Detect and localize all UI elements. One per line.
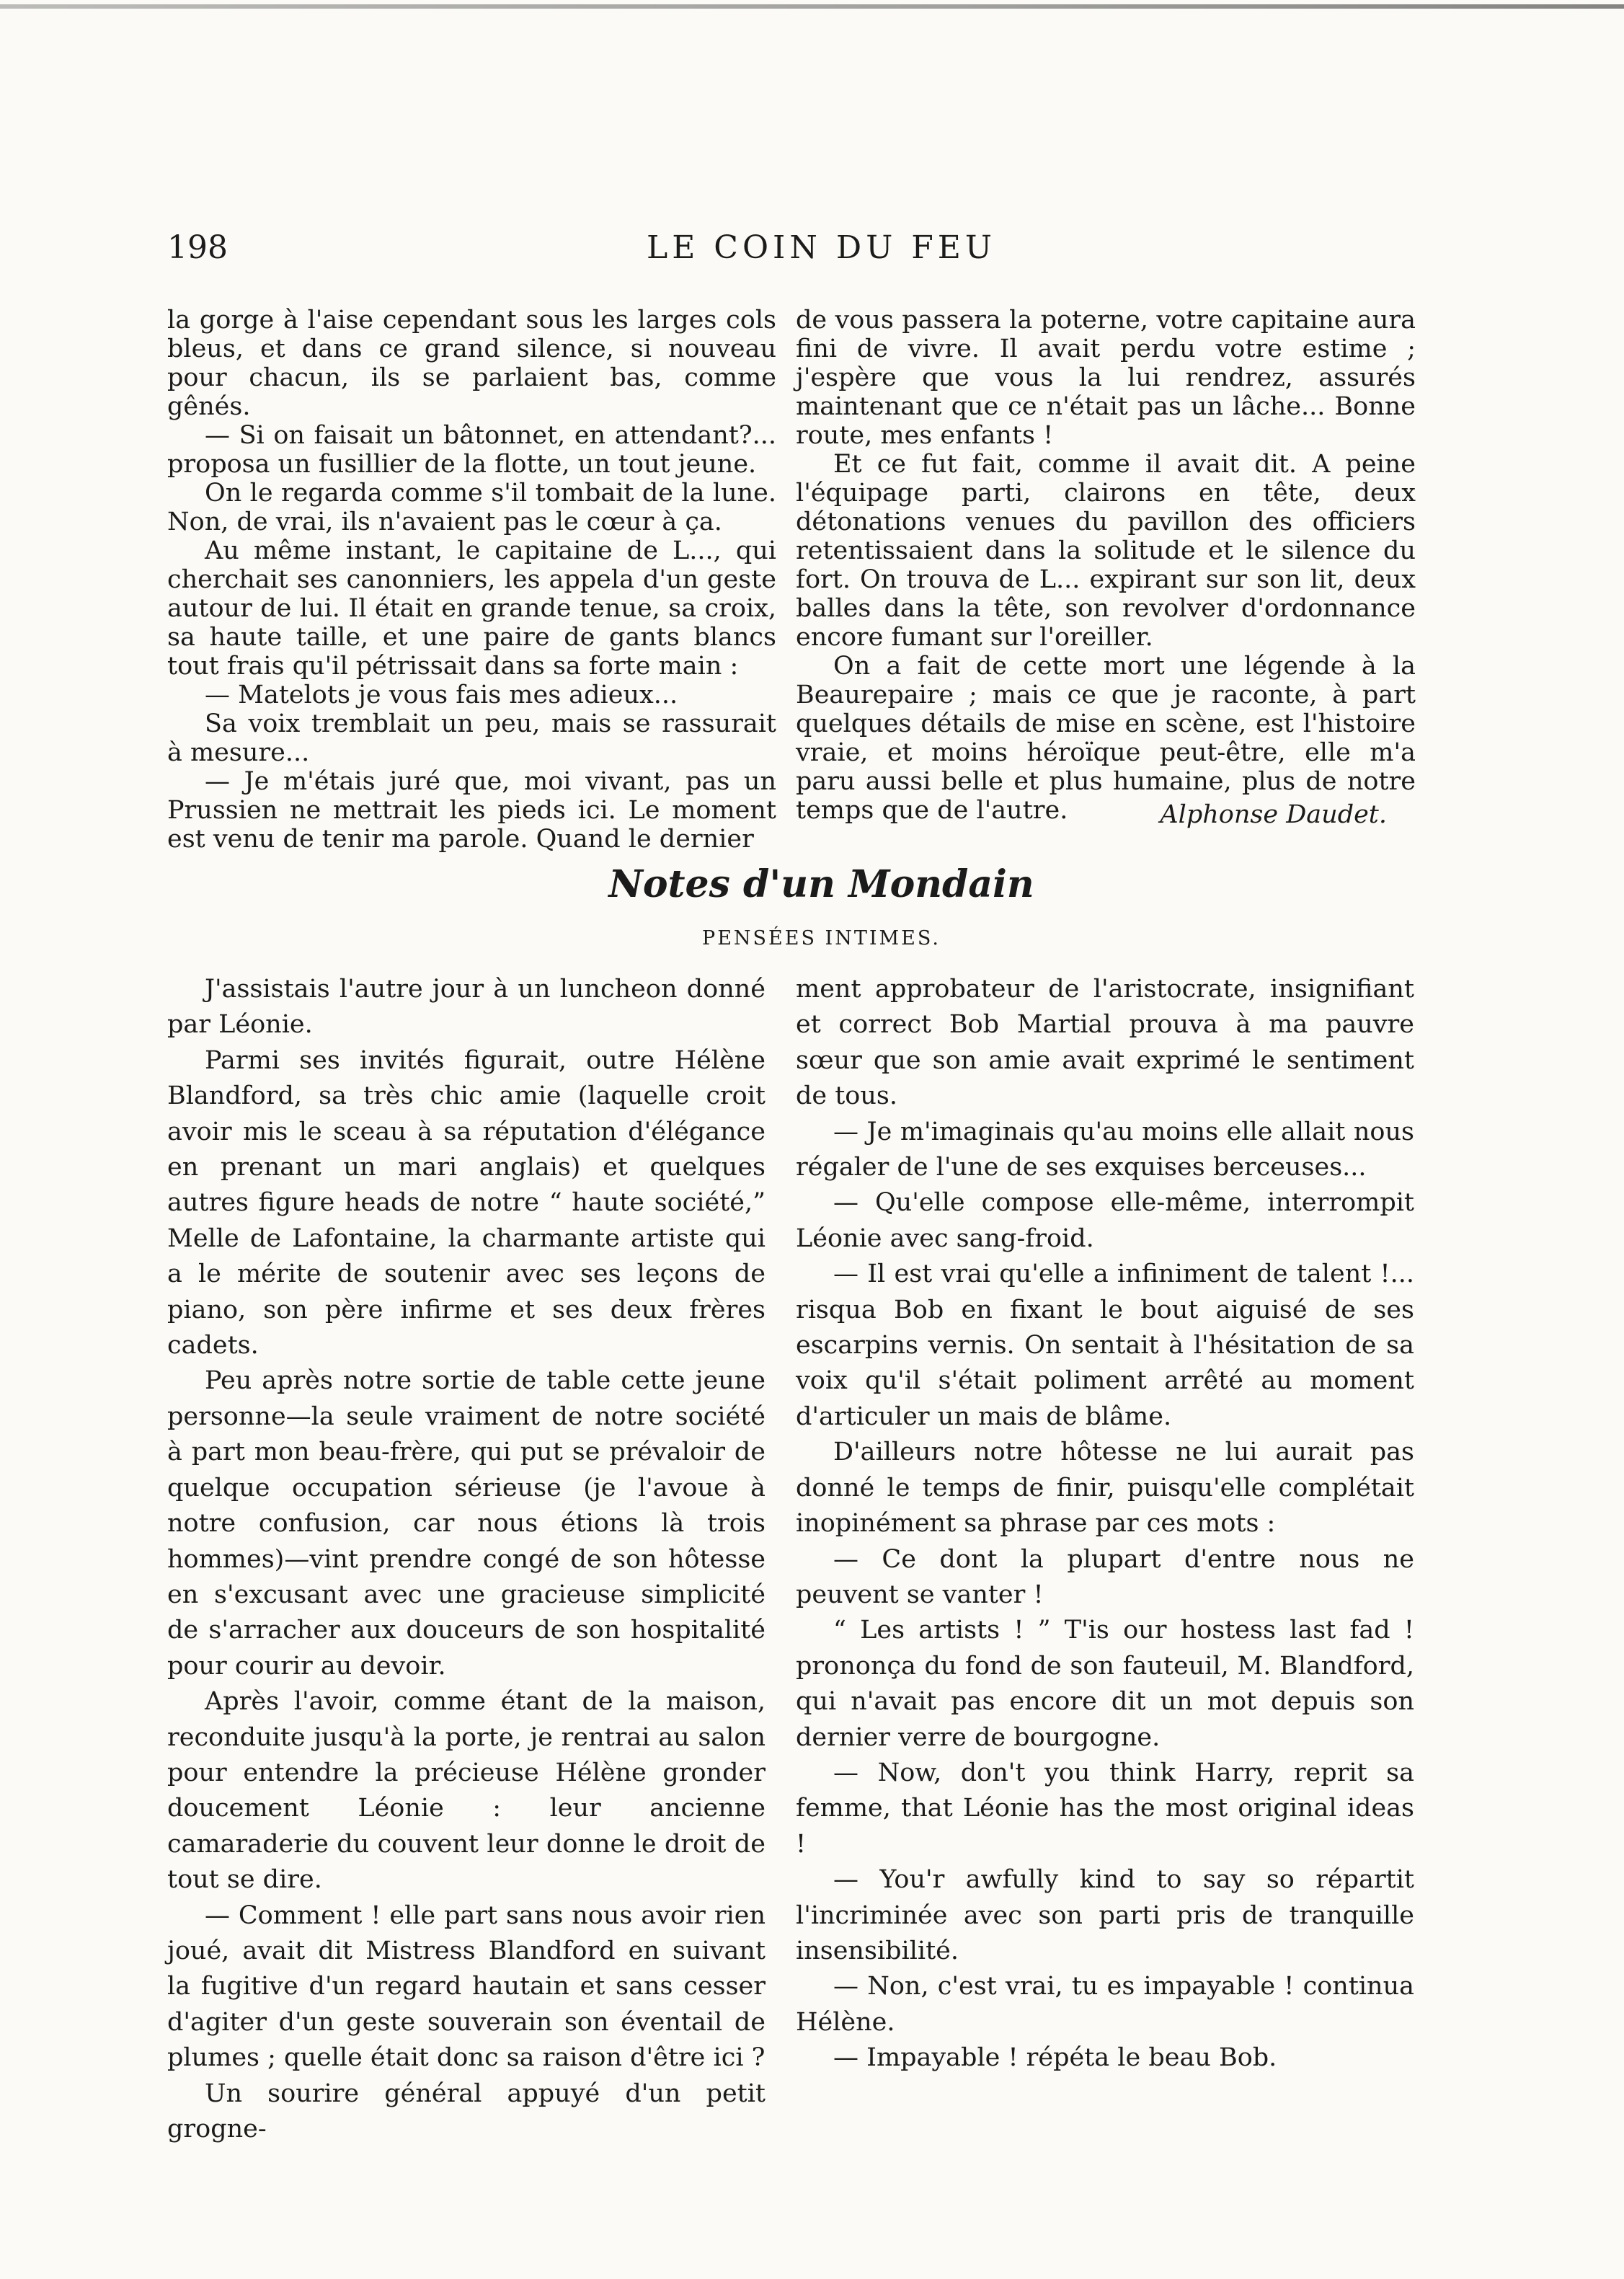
page-header [167, 229, 1476, 280]
section-title: Notes d'un Mondain [608, 862, 1034, 906]
notes-left-column [167, 972, 766, 2147]
paragraph: — Non, c'est vrai, tu es impayable ! continua Hélène. [796, 1972, 1414, 2037]
notes-right-column [796, 972, 1414, 2076]
paragraph: Un sourire général appuyé d'un petit grogne- [167, 2079, 766, 2143]
paragraph: “ Les artists ! ” T'is our hostess last fad ! prononça du fond de son fauteuil, M. Blandford, qui n'avait pas encore dit un mot depuis son dernier verre de bourgogne. [796, 1616, 1414, 1752]
paragraph: ment approbateur de l'aristocrate, insignifiant et correct Bob Martial prouva à ma pauvre sœur que son amie avait exprimé le sentiment de tous. [796, 975, 1414, 1111]
paragraph: — You'r awfully kind to say so répartit l'incriminée avec son parti pris de tranquille insensibilité. [796, 1865, 1414, 1965]
paragraph: — Il est vrai qu'elle a infiniment de talent !... risqua Bob en fixant le bout aiguisé de ses escarpins vernis. On sentait à l'hésitation de sa voix qu'il s'était poliment arrêté au moment d'articuler un mais de blâme. [796, 1260, 1414, 1431]
paragraph: D'ailleurs notre hôtesse ne lui aurait pas donné le temps de finir, puisqu'elle complétait inopinément sa phrase par ces mots : [796, 1438, 1414, 1539]
running-title: LE COIN DU FEU [646, 229, 996, 266]
section-subtitle: PENSÉES INTIMES. [702, 927, 941, 950]
paragraph: Après l'avoir, comme étant de la maison, reconduite jusqu'à la porte, je rentrai au salon pour entendre la précieuse Hélène gronder doucement Léonie : leur ancienne camaraderie du couvent leur donne le droit de tout se dire. [167, 1687, 766, 1895]
paragraph: — Now, don't you think Harry, reprit sa femme, that Léonie has the most original ideas ! [796, 1758, 1414, 1859]
story-right-column [796, 306, 1416, 825]
paragraph: de vous passera la poterne, votre capitaine aura fini de vivre. Il avait perdu votre estime ; j'espère que vous la lui rendrez, assurés maintenant que ce n'était pas un lâche... Bonne route, mes enfants ! [796, 306, 1416, 450]
paragraph: Parmi ses invités figurait, outre Hélène Blandford, sa très chic amie (laquelle croit avoir mis le sceau à sa réputation d'élégance en prenant un mari anglais) et quelques autres figure heads de notre “ haute société,” Melle de Lafontaine, la charmante artiste qui a le mérite de soutenir avec ses leçons de piano, son père infirme et ses deux frères cadets. [167, 1045, 766, 1360]
paragraph: Et ce fut fait, comme il avait dit. A peine l'équipage parti, clairons en tête, deux détonations venues du pavillon des officiers retentissaient dans la solitude et le silence du fort. On trouva de L... expirant sur son lit, deux balles dans la tête, son revolver d'ordonnance encore fumant sur l'oreiller. [796, 450, 1416, 652]
paragraph: Sa voix tremblait un peu, mais se rassurait à mesure... [167, 709, 776, 767]
paragraph: Au même instant, le capitaine de L..., qui cherchait ses canonniers, les appela d'un geste autour de lui. Il était en grande tenue, sa croix, sa haute taille, et une paire de gants blancs tout frais qu'il pétrissait dans sa forte main : [167, 536, 776, 681]
paragraph: Peu après notre sortie de table cette jeune personne—la seule vraiment de notre société à part mon beau-frère, qui put se prévaloir de quelque occupation sérieuse (je l'avoue à notre confusion, car nous étions là trois hommes)—vint prendre congé de son hôtesse en s'excusant avec une gracieuse simplicité de s'arracher aux douceurs de son hospitalité pour courir au devoir. [167, 1366, 766, 1681]
paragraph: — Comment ! elle part sans nous avoir rien joué, avait dit Mistress Blandford en suivant la fugitive d'un regard hautain et sans cesser d'agiter d'un geste souverain son éventail de plumes ; quelle était donc sa raison d'être ici ? [167, 1900, 766, 2073]
story-left-column [167, 306, 776, 854]
paragraph: J'assistais l'autre jour à un luncheon donné par Léonie. [167, 975, 766, 1040]
author-signature: Alphonse Daudet. [1160, 800, 1387, 829]
paragraph: — Qu'elle compose elle-même, interrompit Léonie avec sang-froid. [796, 1188, 1414, 1253]
paragraph: — Je m'imaginais qu'au moins elle allait nous régaler de l'une de ses exquises berceuses... [796, 1117, 1414, 1182]
top-rule [0, 4, 1624, 9]
paragraph: la gorge à l'aise cependant sous les larges cols bleus, et dans ce grand silence, si nouveau pour chacun, ils se parlaient bas, comme gênés. [167, 306, 776, 421]
paragraph: — Impayable ! répéta le beau Bob. [833, 2043, 1277, 2073]
paragraph: — Je m'étais juré que, moi vivant, pas un Prussien ne mettrait les pieds ici. Le moment est venu de tenir ma parole. Quand le dernier [167, 767, 776, 854]
paragraph: — Ce dont la plupart d'entre nous ne peuvent se vanter ! [796, 1544, 1414, 1609]
paragraph: — Matelots je vous fais mes adieux... [205, 681, 678, 709]
page-number: 198 [167, 229, 228, 266]
paragraph: On le regarda comme s'il tombait de la lune. Non, de vrai, ils n'avaient pas le cœur à ça. [167, 479, 776, 536]
paragraph: — Si on faisait un bâtonnet, en attendant?... proposa un fusillier de la flotte, un tout jeune. [167, 421, 776, 479]
paragraph: On a fait de cette mort une légende à la Beaurepaire ; mais ce que je raconte, à part quelques détails de mise en scène, est l'histoire vraie, et moins héroïque peut-être, elle m'a paru aussi belle et plus humaine, plus de notre temps que de l'autre. [796, 652, 1416, 825]
